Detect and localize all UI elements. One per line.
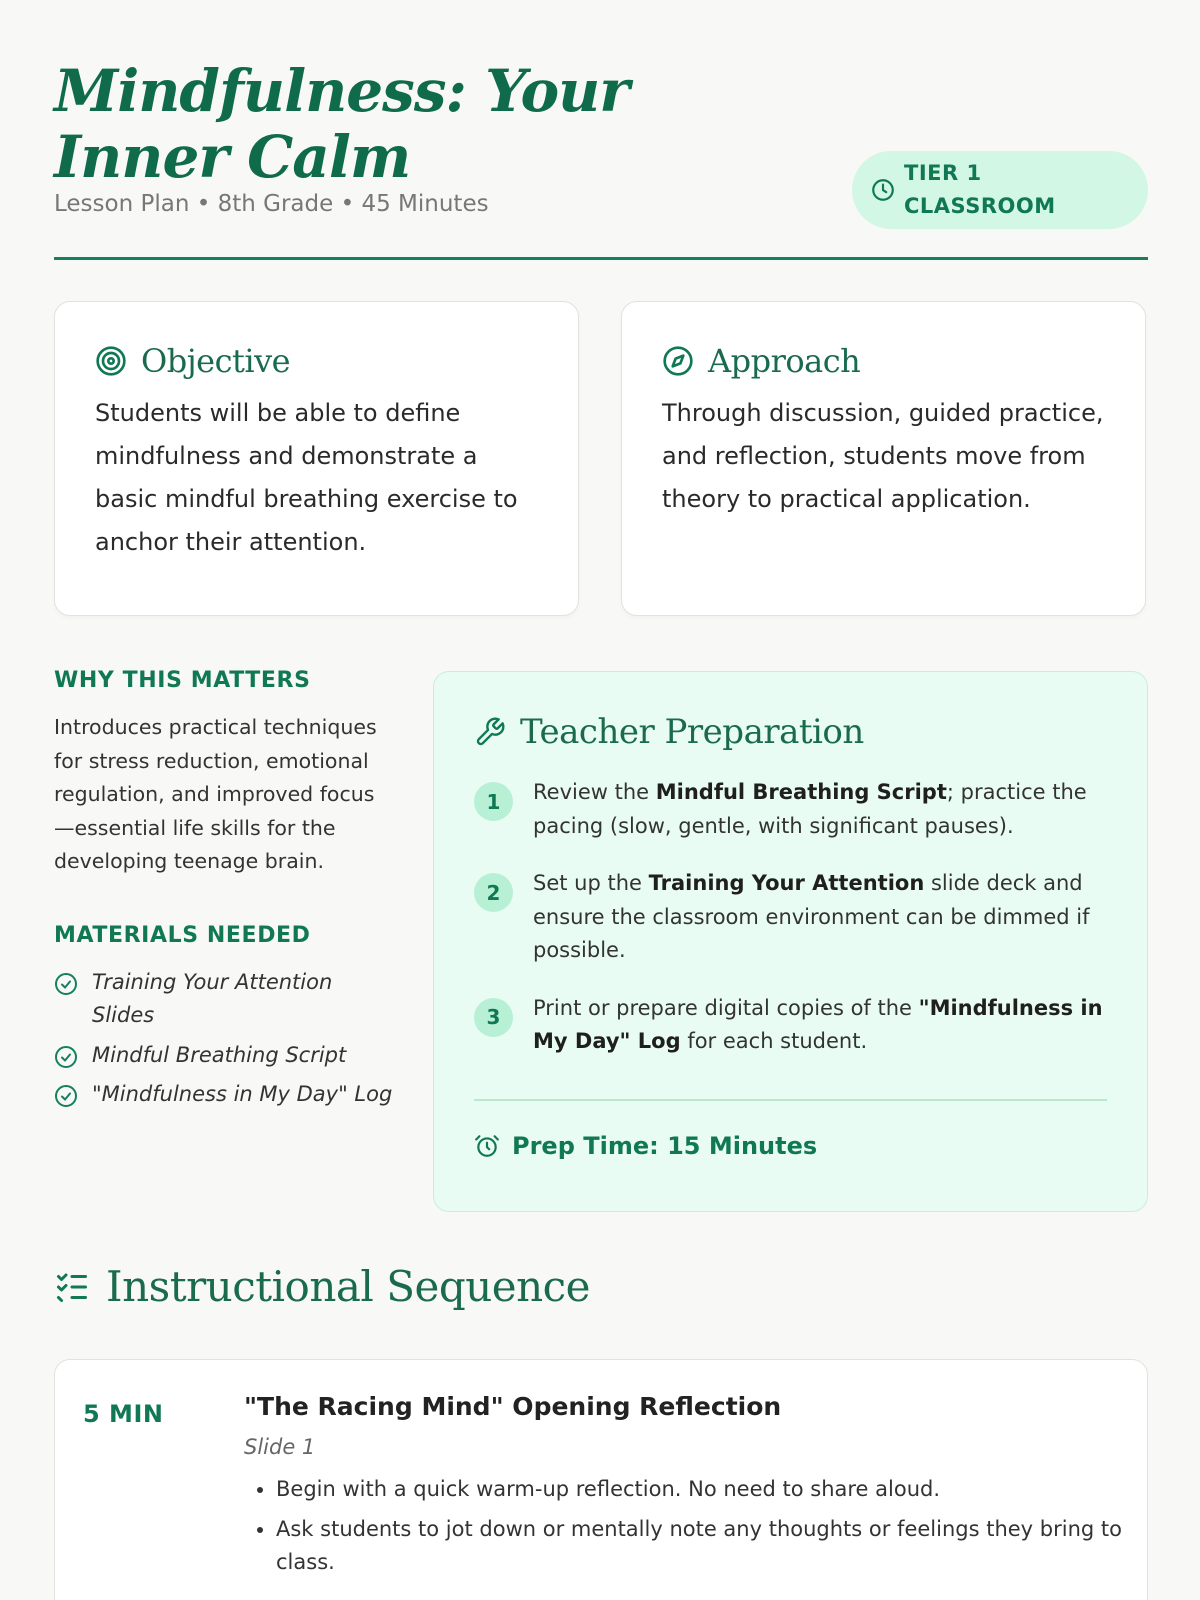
step-text-bold: Training Your Attention — [648, 871, 925, 895]
step-text-post: ; practice the pacing (slow, gentle, with significant pauses). — [533, 780, 1087, 838]
step-text-bold: Mindful Breathing Script — [655, 780, 947, 804]
prep-step — [474, 992, 1107, 1059]
step-text-post: slide deck and ensure the classroom environment can be dimmed if possible. — [533, 871, 1090, 962]
list-item — [54, 1039, 394, 1073]
target-icon — [95, 345, 127, 377]
step-duration: 5 MIN — [83, 1400, 164, 1428]
divider — [474, 1099, 1107, 1101]
teacher-prep-panel — [433, 671, 1148, 1212]
step-number: 2 — [474, 873, 513, 912]
clock-icon — [870, 177, 896, 203]
step-text-pre: Set up the — [533, 871, 649, 895]
step-text-pre: Review the — [533, 780, 656, 804]
check-circle-icon — [54, 1045, 78, 1069]
step-text — [533, 867, 1107, 968]
prep-step — [474, 776, 1107, 843]
prep-heading-label: Teacher Preparation — [520, 712, 864, 752]
prep-steps — [474, 776, 1107, 1059]
step-number: 3 — [474, 998, 513, 1037]
step-text — [533, 776, 1107, 843]
check-circle-icon — [54, 972, 78, 996]
step-text — [533, 992, 1107, 1059]
step-slide-ref: Slide 1 — [244, 1435, 316, 1459]
wrench-icon — [474, 716, 506, 748]
prep-heading — [474, 712, 1107, 752]
step-text-post: for each student. — [680, 1029, 868, 1053]
check-circle-icon — [54, 1084, 78, 1108]
objective-heading — [95, 342, 538, 380]
approach-heading-label: Approach — [708, 342, 861, 380]
badge-line-2: CLASSROOM — [904, 194, 1056, 218]
step-text-bold: "Mindfulness in My Day" Log — [533, 995, 1103, 1053]
sequence-heading-label: Instructional Sequence — [106, 1262, 591, 1311]
lesson-subtitle: Lesson Plan • 8th Grade • 45 Minutes — [54, 191, 489, 217]
list-item — [54, 966, 394, 1033]
checklist-icon — [54, 1269, 90, 1305]
step-text-pre: Print or prepare digital copies of the — [533, 995, 919, 1020]
approach-heading — [662, 342, 1105, 380]
lesson-header — [54, 58, 1148, 260]
list-item: • Ask students to jot down or mentally note any thoughts or feelings they bring to class. — [276, 1513, 1124, 1580]
materials-heading: MATERIALS NEEDED — [54, 922, 311, 948]
compass-icon — [662, 345, 694, 377]
objective-text: Students will be able to define mindfulness and demonstrate a basic mindful breathing exercise to anchor their attention. — [95, 399, 518, 556]
prep-time-label: Prep Time: 15 Minutes — [512, 1132, 818, 1160]
step-title: "The Racing Mind" Opening Reflection — [244, 1392, 782, 1421]
prep-time — [474, 1132, 817, 1160]
sequence-heading — [54, 1262, 590, 1311]
material-label: Mindful Breathing Script — [92, 1042, 347, 1067]
page-title: Mindfulness: Your Inner Calm — [54, 57, 629, 191]
alarm-clock-icon — [474, 1133, 500, 1159]
objective-heading-label: Objective — [141, 342, 291, 380]
step-body — [244, 1392, 1124, 1586]
step-number: 1 — [474, 782, 513, 821]
materials-list — [54, 966, 394, 1112]
badge-line-1: TIER 1 — [904, 161, 982, 185]
why-text: Introduces practical techniques for stress reduction, emotional regulation, and improved focus—essential life skills for the developing teenage brain. — [54, 715, 377, 873]
left-column — [54, 668, 394, 1118]
approach-card — [621, 301, 1146, 616]
sequence-step-card — [54, 1359, 1148, 1600]
material-label: Training Your Attention Slides — [92, 969, 333, 1027]
tier-badge — [852, 151, 1148, 229]
list-item — [54, 1078, 394, 1112]
why-heading: WHY THIS MATTERS — [54, 668, 311, 693]
list-item: • Begin with a quick warm-up reflection. No need to share aloud. — [276, 1473, 1124, 1507]
prep-step — [474, 867, 1107, 968]
objective-card — [54, 301, 579, 616]
step-bullets — [244, 1473, 1124, 1580]
approach-text: Through discussion, guided practice, and reflection, students move from theory to practical application. — [662, 399, 1104, 513]
material-label: "Mindfulness in My Day" Log — [92, 1082, 393, 1106]
